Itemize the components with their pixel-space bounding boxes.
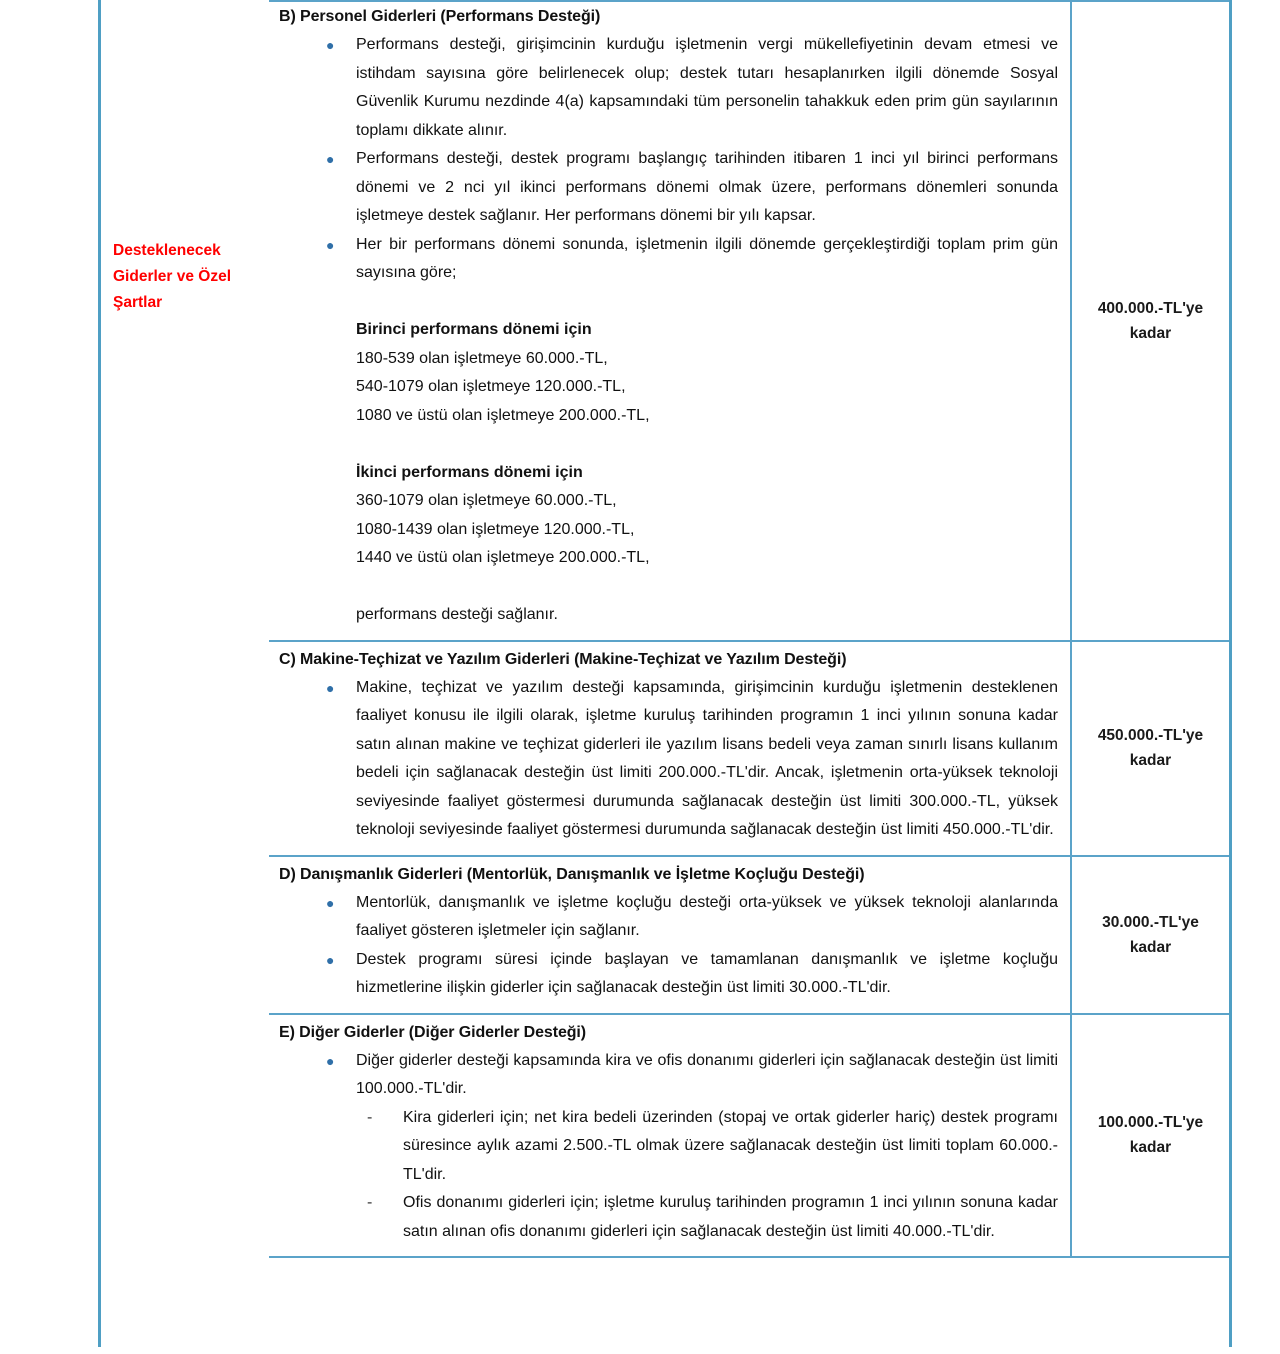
section-b-content [269,2,1070,640]
first-performance-period-block [279,316,1058,430]
amount-value: 100.000.-TL'ye [1097,1114,1204,1132]
list-item [279,31,1058,145]
block-line: 1080-1439 olan işletmeye 120.000.-TL, [356,520,635,538]
amount-inner [1098,1110,1203,1160]
section-b-heading: B) Personel Giderleri (Performans Desteği) [279,8,601,25]
block-line: 1080 ve üstü olan işletmeye 200.000.-TL, [356,406,650,424]
section-e-sub-list [279,1104,1058,1247]
block-line: 180-539 olan işletmeye 60.000.-TL, [356,349,608,367]
row-label-desteklenecek-giderler: Desteklenecek Giderler ve Özel Şartlar [113,242,232,311]
list-item [279,1189,1058,1246]
list-item [279,889,1058,946]
amount-suffix: kadar [1129,1139,1172,1157]
amount-suffix: kadar [1129,752,1172,769]
table-row-section-d [269,855,1229,1013]
section-b-bullet-list [279,31,1058,288]
section-b-amount-cell [1070,2,1229,640]
list-item-text: Kira giderleri için; net kira bedeli üzerinden (stopaj ve ortak giderler hariç) destek programı süresince aylık azami 2.500.-TL olmak üzere sağlanacak desteğin üst limiti toplam 60.000.-TL'dir. [403,1108,1058,1183]
block-title: Birinci performans dönemi için [356,321,592,338]
section-c-amount-cell [1070,642,1229,855]
block-spacer [279,288,1058,317]
section-e-bullet-list [279,1047,1058,1104]
list-item-text: Performans desteği, destek programı başlangıç tarihinden itibaren 1 inci yıl birinci performans dönemi ve 2 nci yıl ikinci performans dönemi olmak üzere, performans dönemleri sonunda işletmeye destek sağlanır. Her performans dönemi bir yılı kapsar. [356,150,1058,224]
bullet-dot-icon: ● [326,236,335,253]
amount-inner [1102,910,1199,960]
section-c-heading: C) Makine-Teçhizat ve Yazılım Giderleri (Makine-Teçhizat ve Yazılım Desteği) [279,650,847,668]
bullet-dot-icon: ● [326,894,335,911]
list-item-text: Her bir performans dönemi sonunda, işletmenin ilgili dönemde gerçekleştirdiği toplam prim gün sayısına göre; [356,235,1058,281]
amount-suffix: kadar [1129,938,1172,956]
list-item-text: Destek programı süresi içinde başlayan ve tamamlanan danışmanlık ve işletme koçluğu hizmetlerine ilişkin giderler için sağlanacak desteğin üst limiti 30.000.-TL'dir. [356,950,1058,996]
section-b-closing-text: performans desteği sağlanır. [356,606,558,623]
list-item-text: Performans desteği, girişimcinin kurduğu işletmenin vergi mükellefiyetinin devam etmesi ve istihdam sayısına göre belirlenecek olup; destek tutarı hesaplanırken ilgili dönemde Sosyal Güvenlik Kurumu nezdinde 4(a) kapsamındaki tüm personelin tahakkuk eden prim gün sayılarının toplamı dikkate alınır. [356,36,1058,139]
list-item [279,231,1058,288]
table-label-column [101,0,269,1347]
amount-inner [1098,723,1203,773]
list-item-text: Diğer giderler desteği kapsamında kira ve ofis donanımı giderleri için sağlanacak desteğin üst limiti 100.000.-TL'dir. [356,1051,1058,1097]
amount-inner [1098,296,1203,346]
section-c-content [269,642,1070,855]
second-performance-period-block [279,459,1058,573]
table-row-section-c [269,640,1229,855]
section-e-content [269,1015,1070,1257]
list-item [279,145,1058,231]
block-line: 360-1079 olan işletmeye 60.000.-TL, [356,492,617,509]
section-e-heading: E) Diğer Giderler (Diğer Giderler Desteği) [279,1023,586,1041]
amount-suffix: kadar [1129,324,1172,342]
table-body-column [269,0,1229,1347]
list-item [279,1104,1058,1190]
dash-marker-icon: - [367,1108,373,1126]
bullet-dot-icon: ● [326,37,335,53]
block-spacer [279,573,1058,602]
bullet-dot-icon: ● [326,951,335,968]
block-line: 540-1079 olan işletmeye 120.000.-TL, [356,378,626,395]
bullet-dot-icon: ● [326,151,335,167]
table-row-section-b [269,0,1229,640]
support-expenses-table [98,0,1232,1347]
list-item-text: Makine, teçhizat ve yazılım desteği kapsamında, girişimcinin kurduğu işletmenin desteklenen faaliyet konusu ile ilgili olarak, işletme kuruluş tarihinden programın 1 inci yılının sonuna kadar satın alınan makine ve teçhizat giderleri ile yazılım lisans bedeli veya zaman sınırlı lisans kullanım bedeli için sağlanacak desteğin üst limiti 200.000.-TL'dir. Ancak, işletmenin orta-yüksek teknoloji seviyesinde faaliyet göstermesi durumunda sağlanacak desteğin üst limiti 300.000.-TL, yüksek teknoloji seviyesinde faaliyet göstermesi durumunda sağlanacak desteğin üst limiti 450.000.-TL'dir. [356,678,1058,838]
amount-value: 400.000.-TL'ye [1097,299,1204,317]
table-row-section-e [269,1013,1229,1259]
section-e-amount-cell [1070,1015,1229,1257]
list-item [279,1047,1058,1104]
list-item-text: Mentorlük, danışmanlık ve işletme koçluğu desteği orta-yüksek ve yüksek teknoloji alanlarında faaliyet gösteren işletmeler için sağlanır. [356,893,1058,939]
section-d-bullet-list [279,889,1058,1003]
amount-value: 30.000.-TL'ye [1102,913,1199,931]
dash-marker-icon: - [367,1194,373,1211]
amount-value: 450.000.-TL'ye [1097,727,1204,744]
list-item [279,946,1058,1003]
section-c-bullet-list [279,674,1058,845]
block-title: İkinci performans dönemi için [356,463,583,481]
block-line: 1440 ve üstü olan işletmeye 200.000.-TL, [356,549,650,566]
bullet-dot-icon: ● [326,1052,335,1069]
block-spacer [279,430,1058,459]
list-item [279,674,1058,845]
bullet-dot-icon: ● [326,679,335,696]
section-d-content [269,857,1070,1013]
section-d-heading: D) Danışmanlık Giderleri (Mentorlük, Danışmanlık ve İşletme Koçluğu Desteği) [279,865,865,883]
section-d-amount-cell [1070,857,1229,1013]
list-item-text: Ofis donanımı giderleri için; işletme kuruluş tarihinden programın 1 inci yılının sonuna kadar satın alınan ofis donanımı giderleri için sağlanacak desteğin üst limiti 40.000.-TL'dir. [403,1194,1058,1240]
